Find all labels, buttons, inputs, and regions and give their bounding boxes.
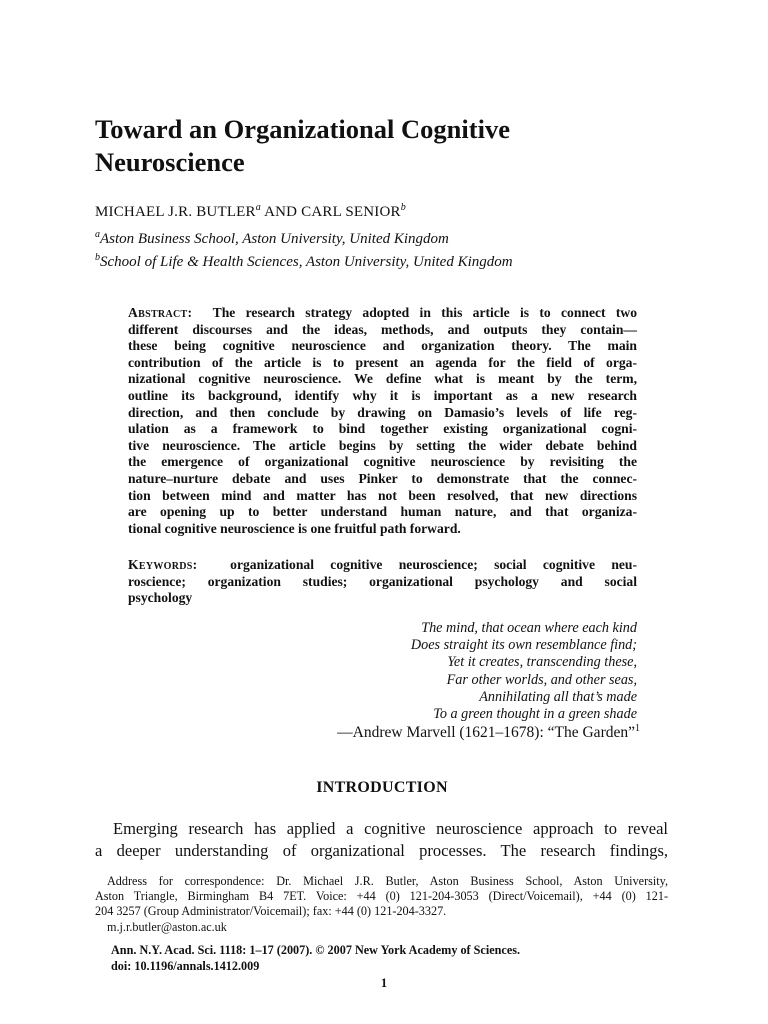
introduction-paragraph bbox=[95, 818, 668, 862]
affiliation-a bbox=[95, 226, 449, 248]
abstract bbox=[128, 305, 637, 537]
keywords bbox=[128, 557, 637, 607]
abstract-line: tional cognitive neuroscience is one fruitful path forward. bbox=[128, 520, 461, 536]
affiliation-marker: b bbox=[95, 252, 100, 263]
keywords-text: organizational cognitive neuroscience; social cognitive neu- bbox=[230, 557, 638, 572]
author-affil-marker: a bbox=[255, 202, 261, 213]
abstract-line: nature–nurture debate and uses Pinker to demonstrate that the connec- bbox=[128, 470, 637, 486]
abstract-line: tion between mind and matter has not been resolved, that new directions bbox=[128, 487, 637, 503]
epigraph-poem bbox=[411, 620, 637, 723]
poem-line: The mind, that ocean where each kind bbox=[421, 620, 637, 636]
footnote-email: m.j.r.butler@aston.ac.uk bbox=[107, 919, 227, 934]
affiliation-text: Aston Business School, Aston University, United Kingdom bbox=[100, 231, 449, 247]
abstract-line: the emergence of organizational cognitive neuroscience by revisiting the bbox=[128, 454, 637, 470]
title-line-2: Neuroscience bbox=[95, 147, 245, 177]
abstract-line: nizational cognitive neuroscience. We define what is meant by the term, bbox=[128, 371, 637, 387]
poem-line: Far other worlds, and other seas, bbox=[446, 671, 637, 688]
affiliation-b bbox=[95, 249, 513, 271]
affiliation-text: School of Life & Health Sciences, Aston University, United Kingdom bbox=[100, 254, 513, 270]
keywords-label: Keywords: bbox=[128, 557, 198, 572]
attribution-text: —Andrew Marvell (1621–1678): “The Garden” bbox=[337, 724, 635, 742]
section-heading bbox=[0, 779, 768, 797]
abstract-line: ulation as a framework to bind together existing organizational cogni- bbox=[128, 421, 637, 437]
author-affil-marker: b bbox=[400, 202, 406, 213]
poem-line: To a green thought in a green shade bbox=[433, 706, 637, 723]
affiliation-marker: a bbox=[95, 229, 100, 240]
author-name: CARL SENIOR bbox=[301, 204, 401, 220]
abstract-line bbox=[128, 305, 637, 322]
author-conjunction: AND bbox=[260, 204, 302, 220]
poem-line: Does straight its own resemblance find; bbox=[410, 637, 637, 654]
page-number: 1 bbox=[380, 976, 388, 990]
poem-line: Yet it creates, transcending these, bbox=[447, 654, 637, 671]
abstract-line: outline its background, identify why it is important as a new research bbox=[128, 387, 637, 403]
abstract-text: The research strategy adopted in this article is to connect two bbox=[212, 305, 637, 320]
article-title bbox=[95, 113, 695, 179]
footnote-marker: 1 bbox=[635, 723, 640, 734]
abstract-line: different discourses and the ideas, methods, and outputs they contain— bbox=[128, 321, 637, 337]
footnote-line: 204 3257 (Group Administrator/Voicemail); fax: +44 (0) 121-204-3327. bbox=[95, 904, 447, 919]
paragraph-line: Emerging research has applied a cognitive neuroscience approach to reveal bbox=[113, 819, 668, 838]
keywords-line: roscience; organization studies; organizational psychology and social bbox=[128, 573, 637, 589]
abstract-label: Abstract: bbox=[128, 305, 193, 320]
title-line-1: Toward an Organizational Cognitive bbox=[95, 114, 510, 144]
keywords-line: psychology bbox=[128, 590, 193, 606]
doi-line: doi: 10.1196/annals.1412.009 bbox=[111, 958, 260, 973]
paragraph-line: a deeper understanding of organizational processes. The research findings, bbox=[95, 841, 668, 860]
abstract-line: are opening up to better understand human nature, and that organiza- bbox=[128, 504, 637, 520]
abstract-line: direction, and then conclude by drawing on Damasio’s levels of life reg- bbox=[128, 404, 637, 420]
abstract-line: contribution of the article is to present an agenda for the field of orga- bbox=[128, 354, 637, 370]
keywords-line bbox=[128, 557, 637, 574]
footnote-line: Aston Triangle, Birmingham B4 7ET. Voice: +44 (0) 121-204-3053 (Direct/Voicemail), +44 (0) 121- bbox=[95, 889, 668, 904]
correspondence-footnote bbox=[95, 874, 668, 935]
abstract-line: tive neuroscience. The article begins by setting the wider debate behind bbox=[128, 437, 637, 453]
section-heading-text: INTRODUCTION bbox=[316, 779, 448, 796]
journal-citation bbox=[111, 943, 520, 974]
author-list bbox=[95, 199, 406, 221]
poem-line: Annihilating all that’s made bbox=[479, 688, 637, 705]
epigraph-attribution bbox=[337, 723, 640, 742]
abstract-line: these being cognitive neuroscience and organization theory. The main bbox=[128, 338, 637, 354]
citation-line: Ann. N.Y. Acad. Sci. 1118: 1–17 (2007). © 2007 New York Academy of Sciences. bbox=[111, 943, 521, 957]
author-name: MICHAEL J.R. BUTLER bbox=[95, 204, 256, 220]
footnote-line: Address for correspondence: Dr. Michael J.R. Butler, Aston Business School, Aston University, bbox=[107, 874, 668, 888]
